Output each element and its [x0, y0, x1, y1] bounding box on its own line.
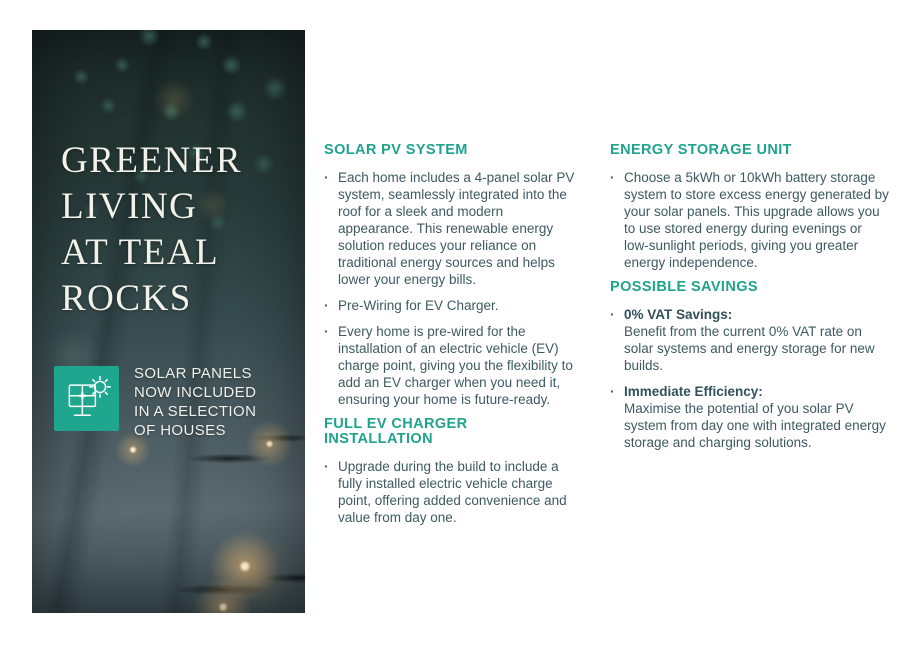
section-possible-savings [610, 280, 890, 451]
badge-caption [134, 364, 256, 440]
badge-caption-line: OF HOUSES [134, 422, 226, 439]
title-line: ROCKS [61, 278, 192, 319]
bullet-text: Choose a 5kWh or 10kWh battery storage system to store excess energy generated by your solar panels. This upgrade allows you to use stored energy during evenings or low-sunlight periods, giving you greater energy independence. [624, 170, 889, 270]
bullet-item [324, 458, 576, 526]
solar-panel-sun-glyph [61, 373, 113, 425]
bullet-content [338, 297, 499, 314]
section-heading: SOLAR PV SYSTEM [324, 142, 468, 158]
bullet-item [324, 169, 576, 288]
content-column-1 [324, 143, 576, 535]
bullet-text: Upgrade during the build to include a fully installed electric vehicle charge point, offering added convenience and value from day one. [338, 459, 567, 525]
section-full-ev-charger [324, 417, 576, 526]
title-line: GREENER [61, 140, 243, 181]
bullet-content [338, 169, 576, 288]
page-title [61, 138, 242, 322]
bullet-item [610, 306, 890, 374]
bullet-content [338, 458, 576, 526]
bullet-content [624, 383, 890, 451]
section-heading: POSSIBLE SAVINGS [610, 279, 758, 295]
bullet-content [624, 169, 890, 271]
section-heading: ENERGY STORAGE UNIT [610, 142, 792, 158]
badge-caption-line: SOLAR PANELS [134, 365, 252, 382]
section-energy-storage [610, 143, 890, 271]
bullet-text: Each home includes a 4-panel solar PV system, seamlessly integrated into the roof for a sleek and modern appearance. This renewable energy solution reduces your reliance on traditional energy sources and helps lower your energy bills. [338, 170, 575, 287]
section-heading: FULL EV CHARGER INSTALLATION [324, 416, 468, 447]
content-column-2 [610, 143, 890, 460]
section-solar-pv-system [324, 143, 576, 408]
bullet-text: Pre-Wiring for EV Charger. [338, 298, 499, 313]
bullet-text: Maximise the potential of you solar PV system from day one with integrated energy storage and charging solutions. [624, 401, 886, 450]
bullet-item [324, 297, 576, 314]
bullet-item [324, 323, 576, 408]
bullet-bold-lead: · Immediate Efficiency: [624, 384, 763, 399]
bullet-item [610, 169, 890, 271]
badge-caption-line: NOW INCLUDED [134, 384, 257, 401]
bullet-content [624, 306, 890, 374]
bullet-text: Every home is pre-wired for the installation of an electric vehicle (EV) charge point, giving you the flexibility to add an EV charger when you need it, ensuring your home is future-ready. [338, 324, 573, 407]
bullet-bold-lead: · 0% VAT Savings: [624, 307, 733, 322]
bullet-text: Benefit from the current 0% VAT rate on solar systems and energy storage for new builds. [624, 324, 875, 373]
solar-panel-sun-icon [54, 366, 119, 431]
title-line: AT TEAL [61, 232, 220, 273]
badge-caption-line: IN A SELECTION [134, 403, 257, 420]
title-line: LIVING [61, 186, 198, 227]
bullet-item [610, 383, 890, 451]
hero-image-panel [32, 30, 305, 613]
bullet-content [338, 323, 576, 408]
